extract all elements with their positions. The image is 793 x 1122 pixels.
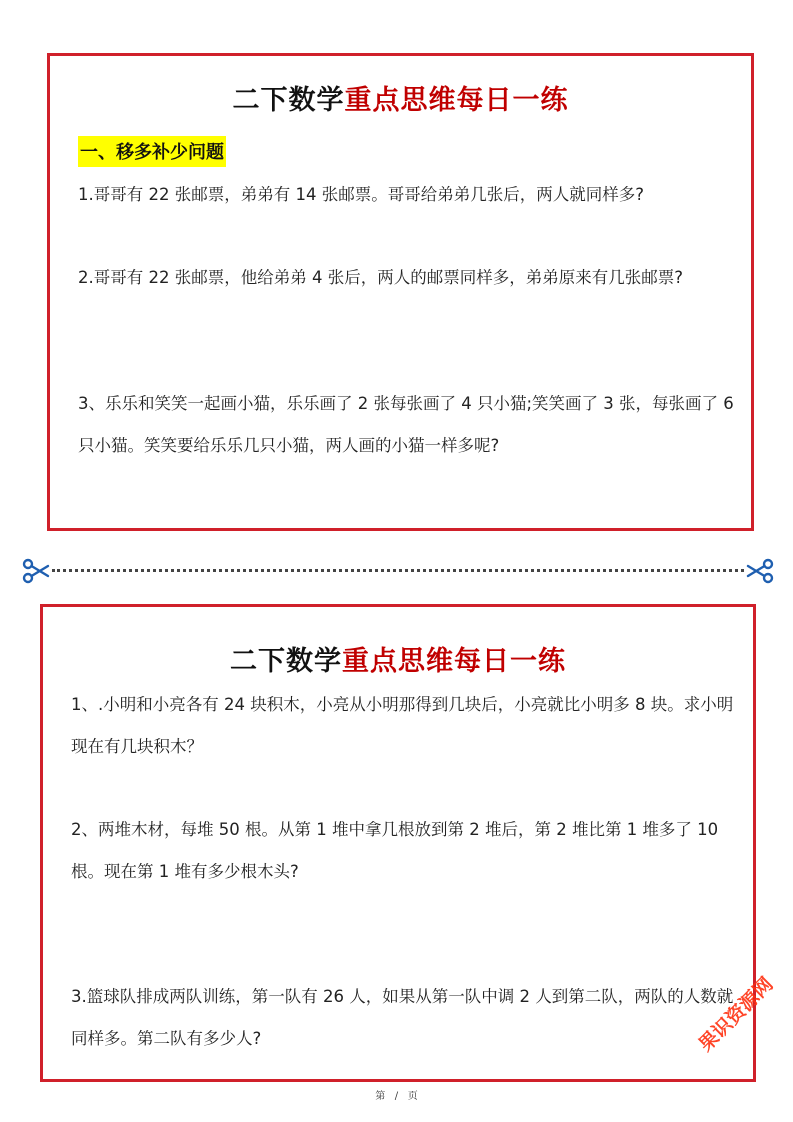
question-3: 3.篮球队排成两队训练，第一队有 26 人，如果从第一队中调 2 人到第二队，两队的人数就同样多。第二队有多少人?: [71, 987, 734, 1048]
worksheet-card-1: [47, 53, 754, 531]
page-footer: 第 / 页: [375, 1091, 418, 1102]
card-1-title-highlight: 重点思维每日一练: [344, 85, 569, 116]
card-1-title: [50, 78, 751, 117]
card-2-title: [43, 639, 753, 678]
card-1-title-prefix: 二下数学: [232, 85, 345, 116]
question-1: 1、.小明和小亮各有 24 块积木，小亮从小明那得到几块后，小亮就比小明多 8 块。求小明现在有几块积木？: [71, 695, 734, 756]
card-2-title-prefix: 二下数学: [230, 646, 342, 677]
section-heading: 一、移多补少问题: [78, 136, 226, 167]
watermark: 果识资源网: [694, 973, 778, 1056]
question-2: 2、两堆木材，每堆 50 根。从第 1 堆中拿几根放到第 2 堆后，第 2 堆比第 1 堆多了 10 根。现在第 1 堆有多少根木头?: [71, 820, 719, 881]
scissors-icon: [746, 557, 774, 585]
scissors-icon: [22, 557, 50, 585]
card-2-title-highlight: 重点思维每日一练: [342, 646, 566, 677]
question-3: 3、乐乐和笑笑一起画小猫，乐乐画了 2 张每张画了 4 只小猫;笑笑画了 3 张，每张画了 6 只小猫。笑笑要给乐乐几只小猫，两人画的小猫一样多呢?: [78, 394, 734, 455]
cut-line: [22, 556, 774, 588]
question-1: 1.哥哥有 22 张邮票，弟弟有 14 张邮票。哥哥给弟弟几张后，两人就同样多?: [78, 185, 644, 204]
worksheet-card-2: [40, 604, 756, 1082]
question-2: 2.哥哥有 22 张邮票，他给弟弟 4 张后，两人的邮票同样多，弟弟原来有几张邮票?: [78, 268, 683, 287]
dotted-divider: [52, 569, 744, 572]
